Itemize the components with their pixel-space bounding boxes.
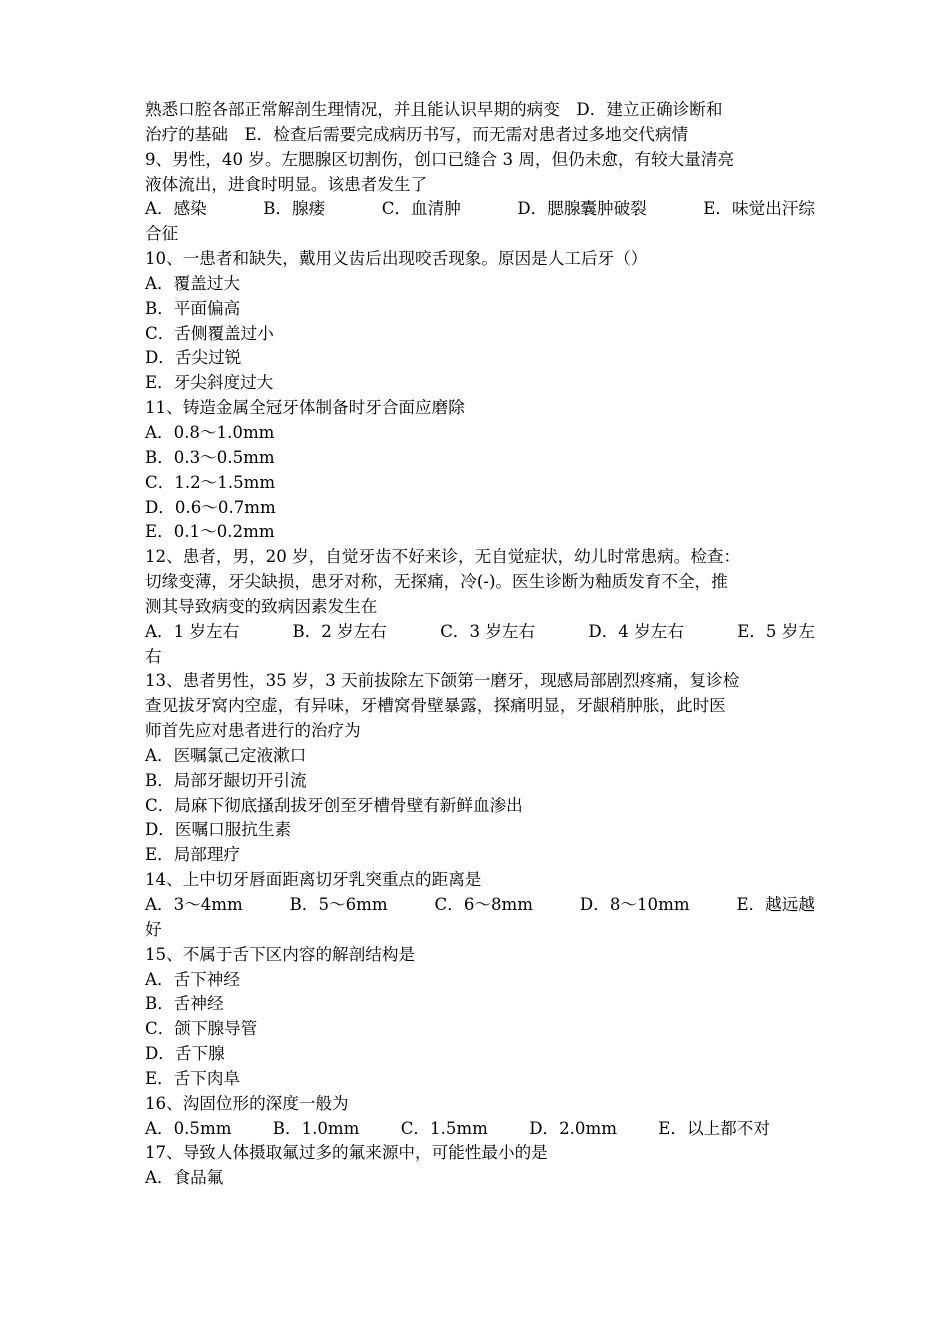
option-e: E．0.1～0.2mm: [145, 522, 275, 542]
question-17-stem: 17、导致人体摄取氟过多的氟来源中，可能性最小的是: [145, 1143, 548, 1163]
question-12-stem: 12、患者，男，20 岁，自觉牙齿不好来诊，无自觉症状，幼儿时常患病。检查：: [145, 547, 741, 567]
question-14-stem: 14、上中切牙唇面距离切牙乳突重点的距离是: [145, 870, 482, 890]
option-c: C．1.5mm: [400, 1118, 488, 1138]
option-e: E．以上都不对: [658, 1118, 770, 1138]
option-b: B．1.0mm: [272, 1118, 360, 1138]
question-12-stem-cont: 测其导致病变的致病因素发生在: [145, 596, 378, 616]
option-b: B．平面偏高: [145, 298, 241, 318]
option-e: E．舌下肉阜: [145, 1068, 241, 1088]
option-c: C．1.2～1.5mm: [145, 472, 276, 492]
option-b: B．舌神经: [145, 994, 224, 1014]
option-c: C．6～8mm: [434, 895, 534, 914]
option-b: B．2 岁左右: [292, 621, 387, 641]
option-a: A．覆盖过大: [145, 273, 240, 293]
option-c: C．舌侧覆盖过小: [145, 323, 274, 343]
question-9-stem: 9、男性，40 岁。左腮腺区切割伤，创口已缝合 3 周，但仍未愈，有较大量清亮: [145, 149, 735, 169]
option-c: C．局麻下彻底搔刮拔牙创至牙槽骨壁有新鲜血渗出: [145, 795, 523, 815]
option-b: B．5～6mm: [289, 895, 388, 914]
option-e: E．局部理疗: [145, 845, 241, 865]
question-16-stem: 16、沟固位形的深度一般为: [145, 1093, 349, 1113]
option-wrap: 右: [145, 646, 162, 666]
question-12-stem-cont: 切缘变薄，牙尖缺损，患牙对称，无探痛，冷(-)。医生诊断为釉质发育不全，推: [145, 572, 728, 592]
option-d: D．8～10mm: [579, 895, 690, 914]
option-b: B．0.3～0.5mm: [145, 447, 275, 467]
option-a: A．0.5mm: [145, 1118, 232, 1138]
question-13-stem: 13、患者男性，35 岁，3 天前拔除左下颌第一磨牙，现感局部剧烈疼痛，复诊检: [145, 671, 740, 691]
question-9-options: [145, 197, 815, 222]
option-e: E．味觉出汗综: [703, 199, 815, 219]
option-d: D．舌尖过锐: [145, 348, 242, 368]
option-e: E．牙尖斜度过大: [145, 373, 274, 393]
option-d: D．2.0mm: [529, 1118, 617, 1138]
option-a: A．感染: [145, 199, 207, 219]
question-12-options: [145, 620, 815, 645]
option-a: A．食品氟: [145, 1168, 224, 1188]
text-line: 治疗的基础 E．检查后需要完成病历书写，而无需对患者过多地交代病情: [145, 124, 689, 144]
question-9-stem-cont: 液体流出，进食时明显。该患者发生了: [145, 174, 428, 194]
option-b: B．局部牙龈切开引流: [145, 770, 307, 790]
question-14-options: [145, 893, 815, 918]
option-b: B．腺瘘: [263, 199, 326, 219]
option-wrap: 好: [145, 919, 162, 939]
option-c: C．血清肿: [381, 199, 461, 219]
option-a: A．3～4mm: [145, 895, 243, 914]
document-body: [145, 98, 815, 1191]
option-d: D．4 岁左右: [588, 621, 684, 641]
option-c: C．3 岁左右: [440, 621, 536, 641]
option-c: C．颌下腺导管: [145, 1019, 258, 1039]
option-a: A．医嘱氯己定液漱口: [145, 745, 307, 765]
option-a: A．舌下神经: [145, 969, 240, 989]
option-d: D．医嘱口服抗生素: [145, 820, 292, 840]
question-10-stem: 10、一患者和缺失，戴用义齿后出现咬舌现象。原因是人工后牙（）: [145, 249, 648, 269]
option-a: A．1 岁左右: [145, 621, 240, 641]
question-13-stem-cont: 师首先应对患者进行的治疗为: [145, 721, 361, 741]
text-line: 熟悉口腔各部正常解剖生理情况，并且能认识早期的病变 D．建立正确诊断和: [145, 100, 723, 119]
question-13-stem-cont: 查见拔牙窝内空虚，有异味，牙槽窝骨壁暴露，探痛明显，牙龈稍肿胀，此时医: [145, 696, 726, 716]
option-wrap: 合征: [145, 224, 179, 244]
question-16-options: [145, 1117, 770, 1142]
question-15-stem: 15、不属于舌下区内容的解剖结构是: [145, 944, 416, 964]
option-d: D．腮腺囊肿破裂: [517, 199, 647, 219]
option-d: D．0.6～0.7mm: [145, 497, 276, 517]
question-11-stem: 11、铸造金属全冠牙体制备时牙合面应磨除: [145, 398, 465, 418]
option-a: A．0.8～1.0mm: [145, 422, 275, 442]
option-e: E．越远越: [736, 895, 815, 914]
option-e: E．5 岁左: [737, 621, 815, 641]
option-d: D．舌下腺: [145, 1044, 225, 1064]
